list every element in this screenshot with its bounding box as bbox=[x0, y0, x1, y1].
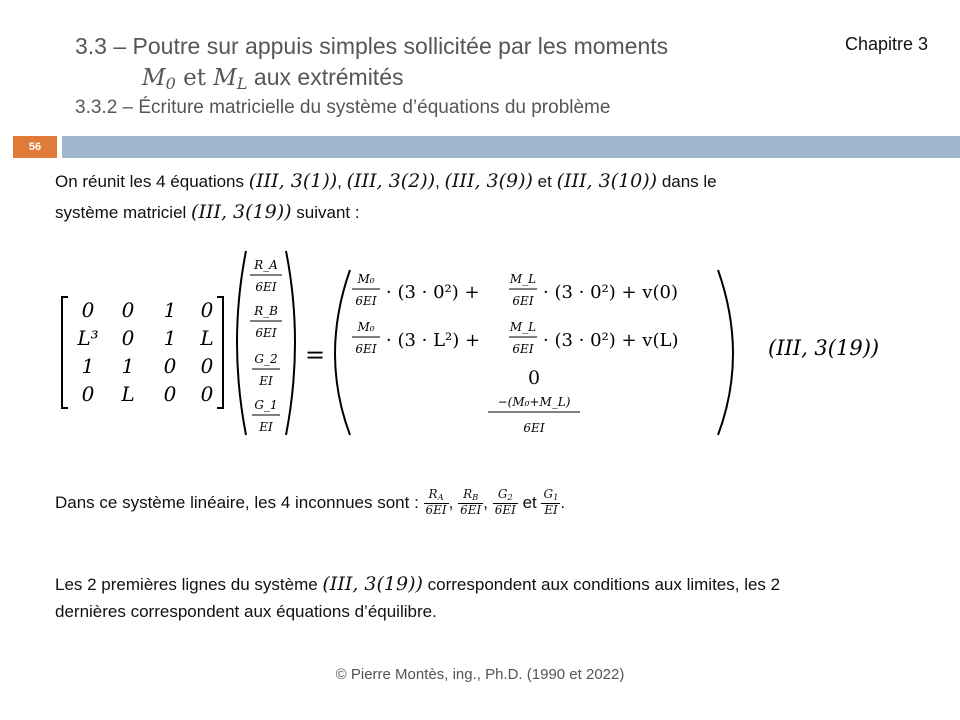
paragraph-unknowns bbox=[55, 488, 565, 518]
m-1-0: L³ bbox=[77, 326, 99, 350]
m-2-1: 1 bbox=[121, 354, 135, 378]
eq-ref-1: (III, 3(1)) bbox=[248, 170, 338, 192]
m-2-3: 0 bbox=[200, 354, 214, 378]
unknown-4-num: G_1 bbox=[254, 398, 278, 412]
chapter-label: Chapitre 3 bbox=[845, 34, 929, 54]
comma: , bbox=[483, 493, 493, 513]
unknowns-text: Dans ce système linéaire, les 4 inconnues sont : bbox=[55, 493, 424, 513]
title-et: et bbox=[175, 65, 214, 91]
m-1-1: 0 bbox=[121, 326, 135, 350]
matrix-equation bbox=[0, 245, 760, 450]
eq-ref-3: (III, 3(9)) bbox=[444, 170, 533, 192]
rhs-row-3: 0 bbox=[527, 367, 541, 389]
slide-number: 56 bbox=[13, 136, 57, 158]
vector-right-paren bbox=[286, 251, 295, 435]
comma: , bbox=[448, 493, 459, 513]
rhs-r1-f1-num: M₀ bbox=[357, 272, 375, 286]
m-1-3: L bbox=[200, 326, 214, 350]
paragraph-conclusion-line2: dernières correspondent aux équations d’équilibre. bbox=[55, 602, 437, 621]
conclusion-end: correspondent aux conditions aux limites, les 2 bbox=[422, 575, 781, 594]
rhs-r2-t1: · (3 · L²) + bbox=[386, 330, 481, 351]
eq-ref-2: (III, 3(2)) bbox=[346, 170, 436, 192]
slide-subtitle: 3.3.2 – Écriture matricielle du système d’équations du problème bbox=[75, 97, 611, 118]
intro-text: On réunit les 4 équations bbox=[55, 172, 249, 191]
unknown-3-den: EI bbox=[259, 374, 273, 388]
paragraph-conclusion-line1 bbox=[55, 573, 780, 597]
rhs-row-4 bbox=[488, 395, 580, 435]
rhs-r2-f1-num: M₀ bbox=[357, 320, 375, 334]
paragraph-intro-line2 bbox=[55, 201, 360, 225]
rhs-r2-f1-den: 6EI bbox=[355, 342, 377, 356]
intro-text-2: système matriciel bbox=[55, 203, 192, 222]
rhs-r1-f2-den: 6EI bbox=[512, 294, 534, 308]
m-3-0: 0 bbox=[81, 382, 95, 406]
equals-sign: = bbox=[304, 341, 326, 369]
m-3-3: 0 bbox=[200, 382, 214, 406]
matrix-right-bracket bbox=[217, 297, 223, 408]
rhs-row-1 bbox=[352, 272, 678, 308]
rhs-r1-f2-num: M_L bbox=[509, 272, 537, 286]
m-0-1: 0 bbox=[121, 298, 135, 322]
sep: , bbox=[337, 172, 347, 191]
m-1-2: 1 bbox=[163, 326, 177, 350]
intro-end-2: suivant : bbox=[291, 203, 360, 222]
frac-g1-ei: $\frac{G_1}{EI}$ bbox=[543, 487, 559, 517]
matrix-cells bbox=[76, 298, 213, 406]
eq-ref-4: (III, 3(10)) bbox=[556, 170, 658, 192]
m-0-3: 0 bbox=[200, 298, 214, 322]
eq-ref-6: (III, 3(19)) bbox=[322, 573, 423, 595]
unknown-2-den: 6EI bbox=[255, 326, 277, 340]
frac-ra-6ei: $\frac{R_A}{6EI}$ bbox=[425, 487, 447, 517]
period: . bbox=[560, 493, 566, 513]
rhs-left-paren bbox=[335, 270, 350, 435]
rhs-r1-t2: · (3 · 0²) + v(0) bbox=[543, 282, 678, 303]
m-2-2: 0 bbox=[163, 354, 177, 378]
sep: , bbox=[435, 172, 445, 191]
conclusion-text: Les 2 premières lignes du système bbox=[55, 575, 323, 594]
m-0-0: 0 bbox=[81, 298, 95, 322]
rhs-r4-num: −(M₀+M_L) bbox=[497, 395, 571, 409]
frac-rb-6ei: $\frac{R_B}{6EI}$ bbox=[460, 487, 482, 517]
slide-title: 3.3 – Poutre sur appuis simples sollicitée par les moments bbox=[75, 33, 669, 59]
rhs-row-2 bbox=[352, 320, 678, 356]
unknown-4-den: EI bbox=[259, 420, 273, 434]
paragraph-intro-line1 bbox=[55, 170, 717, 194]
title-m0: $M_0$ bbox=[142, 65, 176, 94]
unknown-3-num: G_2 bbox=[254, 352, 278, 366]
rhs-r2-f2-den: 6EI bbox=[512, 342, 534, 356]
footer-copyright: © Pierre Montès, ing., Ph.D. (1990 et 2022) bbox=[335, 666, 625, 683]
et-word: et bbox=[532, 172, 557, 191]
slide-title-line2 bbox=[142, 64, 404, 93]
vector-left-paren bbox=[237, 251, 246, 435]
m-0-2: 1 bbox=[163, 298, 177, 322]
et-word: et bbox=[517, 493, 542, 513]
rhs-r4-den: 6EI bbox=[523, 421, 545, 435]
rhs-r2-t2: · (3 · 0²) + v(L) bbox=[543, 330, 679, 351]
unknown-2-num: R_B bbox=[254, 304, 278, 318]
unknown-1-den: 6EI bbox=[255, 280, 277, 294]
rhs-r1-t1: · (3 · 0²) + bbox=[386, 282, 480, 303]
intro-end: dans le bbox=[657, 172, 717, 191]
unknown-vector bbox=[250, 258, 282, 434]
title-ml: $M_L$ bbox=[213, 65, 248, 94]
unknown-1-num: R_A bbox=[254, 258, 278, 272]
m-3-1: L bbox=[121, 382, 135, 406]
rhs-right-paren bbox=[718, 270, 733, 435]
title-suffix: aux extrémités bbox=[247, 64, 404, 90]
frac-g2-6ei: $\frac{G_2}{6EI}$ bbox=[494, 487, 516, 517]
matrix-left-bracket bbox=[62, 297, 68, 408]
m-2-0: 1 bbox=[81, 354, 95, 378]
rhs-r2-f2-num: M_L bbox=[509, 320, 537, 334]
equation-label: (III, 3(19)) bbox=[768, 336, 880, 360]
rhs-r1-f1-den: 6EI bbox=[355, 294, 377, 308]
m-3-2: 0 bbox=[163, 382, 177, 406]
header-bar bbox=[62, 136, 960, 158]
eq-ref-5: (III, 3(19)) bbox=[191, 201, 292, 223]
